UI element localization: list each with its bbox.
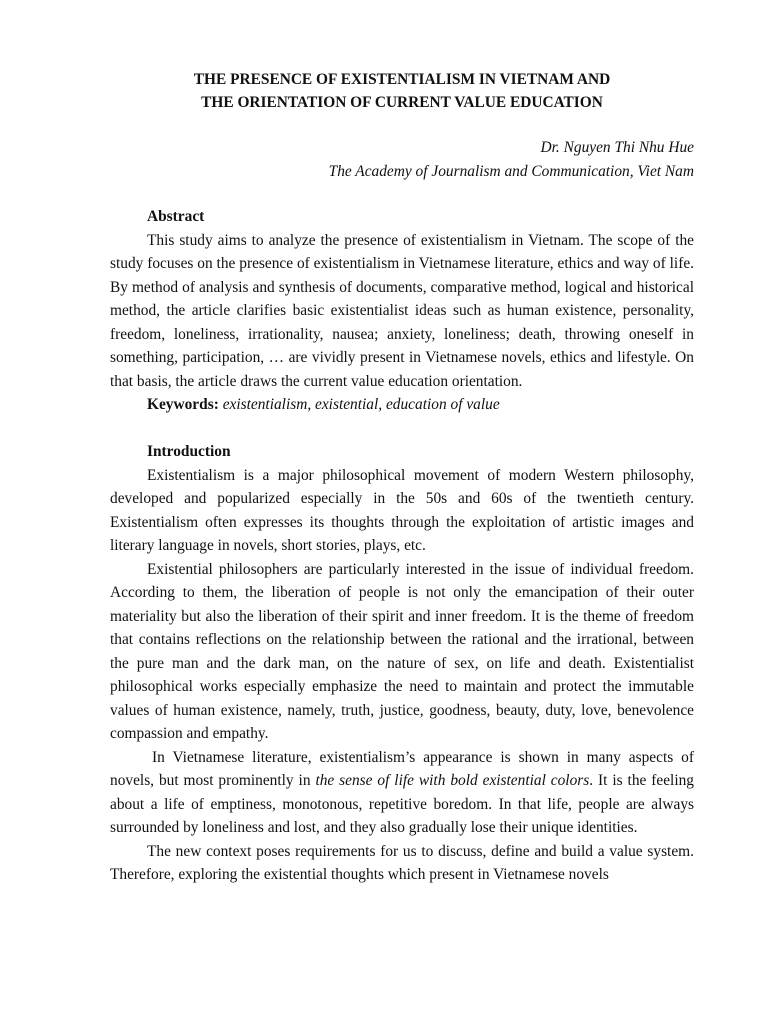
title-line-1: THE PRESENCE OF EXISTENTIALISM IN VIETNAM AND (193, 71, 611, 88)
intro-paragraph-4: The new context poses requirements for us to discuss, define and build a value system. Therefore, exploring the existential thoughts which present in Vietnamese novels (110, 842, 694, 883)
title-line-2: THE ORIENTATION OF CURRENT VALUE EDUCATION (201, 94, 603, 111)
keywords-value: existentialism, existential, education of value (222, 396, 500, 413)
intro-p3-text-a: In Vietnamese literature, existentialism’s appearance is shown in many aspects of novels, but most prominently in (110, 748, 694, 789)
author-name: Dr. Nguyen Thi Nhu Hue (540, 139, 694, 156)
author-affiliation: The Academy of Journalism and Communication, Viet Nam (328, 162, 694, 180)
abstract-text: This study aims to analyze the presence of existentialism in Vietnam. The scope of the study focuses on the presence of existentialism in Vietnamese literature, ethics and way of life. By method of analysis and synthesis of documents, comparative method, logical and historical method, the article clarifies basic existentialist ideas such as human existence, personality, freedom, loneliness, irrationality, nausea; anxiety, loneliness; death, throwing oneself in something, participation, … are vividly present in Vietnamese novels, ethics and lifestyle. On that basis, the article draws the current value education orientation. (110, 231, 694, 390)
abstract-heading: Abstract (147, 208, 205, 225)
intro-paragraph-1: Existentialism is a major philosophical movement of modern Western philosophy, developed and popularized especially in the 50s and 60s of the twentieth century. Existentialism often expresses its thoughts through the exploitation of artistic images and literary language in novels, short stories, plays, etc. (110, 466, 694, 554)
intro-p3-text-b: . It is the feeling about a life of emptiness, monotonous, repetitive boredom. In that life, people are always surrounded by loneliness and lost, and they also gradually lose their unique identities. (110, 772, 694, 836)
intro-p3-emphasis: the sense of life with bold existential colors (315, 772, 590, 789)
intro-paragraph-3 (110, 746, 694, 840)
keywords-line (110, 393, 694, 417)
keywords-label: Keywords: (147, 396, 219, 413)
paper-title (110, 68, 694, 114)
author-block (110, 136, 694, 183)
introduction-heading: Introduction (147, 443, 231, 460)
intro-paragraph-2: Existential philosophers are particularly interested in the issue of individual freedom. According to them, the liberation of people is not only the emancipation of their outer materiality but also the liberation of their spirit and inner freedom. It is the theme of freedom that contains reflections on the relationship between the rational and the irrational, between the pure man and the dark man, on the nature of sex, on life and death. Existentialist philosophical works especially emphasize the need to maintain and protect the immutable values of human existence, namely, truth, justice, goodness, beauty, duty, love, benevolence compassion and empathy. (110, 560, 694, 742)
